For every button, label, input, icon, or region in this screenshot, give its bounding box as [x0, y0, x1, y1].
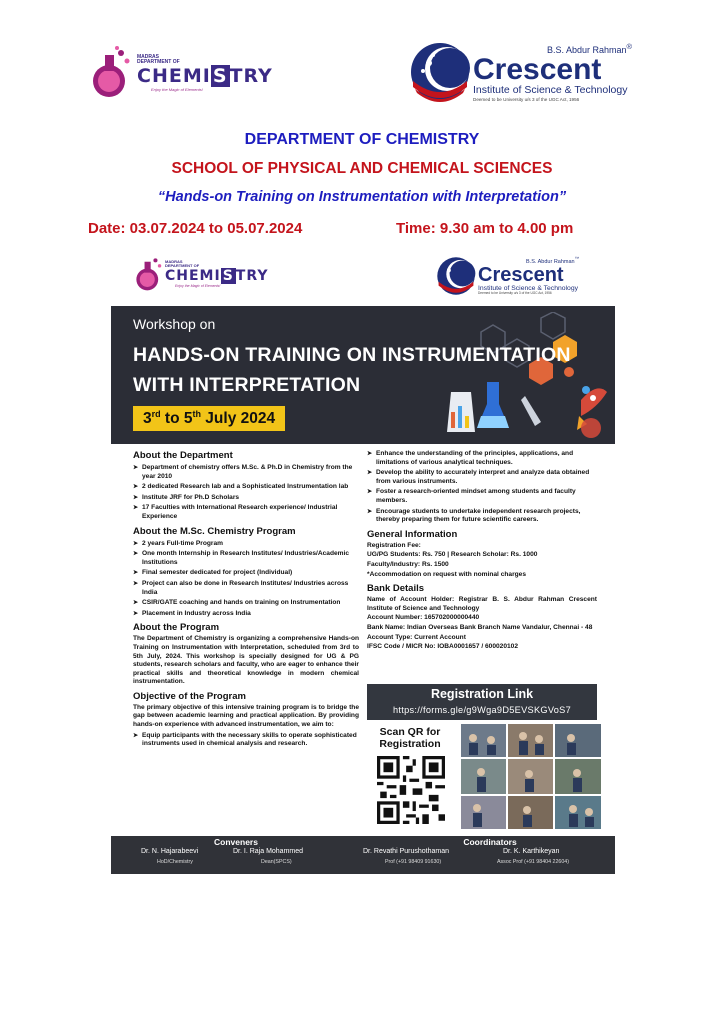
objective-text: The primary objective of this intensive training program is to bridge the gap between academic learning and practical application. By providing hands-on experience with advanced instrumentation, we aim to: — [133, 703, 359, 729]
list-item: ➤ One month Internship in Research Institutes/ Industries/Academic Institutions — [133, 550, 359, 567]
list-item: ➤ Equip participants with the necessary skills to operate sophisticated instruments used in chemical analysis and research. — [133, 732, 359, 749]
about-msc-heading: About the M.Sc. Chemistry Program — [133, 525, 296, 537]
convener-2-name: Dr. I. Raja Mohammed — [233, 848, 304, 855]
coordinator-2-name: Dr. K. Karthikeyan — [503, 848, 560, 855]
coordinator-1-role: Prof (+91 98409 91630) — [385, 859, 442, 865]
poster-crescent-name: Crescent — [478, 263, 564, 286]
workshop-dates: 3rd to 5th July 2024 — [133, 406, 285, 431]
reg-fee-label: Registration Fee: — [367, 541, 421, 549]
list-item: ➤ Develop the ability to accurately interpret and analyze data obtained from various instruments. — [367, 469, 597, 486]
event-time: Time: 9.30 am to 4.00 pm — [396, 220, 574, 237]
scan-qr-label: Scan QR for Registration — [379, 726, 441, 750]
registration-link-label: Registration Link — [430, 687, 534, 701]
about-program-text: The Department of Chemistry is organizing a comprehensive Hands-on Training on Instrumentation with Interpretation, scheduled from 3rd to 5th July, 2024. This workshop is specially designed for UG & PG students, research scholars and faculty, who are eager to enhance their practical skills and theoretical knowledge in modern chemical instrumentation. — [133, 635, 359, 686]
poster-chemistry-logo — [135, 254, 269, 294]
fee-students: UG/PG Students: Rs. 750 | Research Scholar: Rs. 1000 — [367, 551, 538, 559]
poster-flask-icon — [135, 254, 165, 294]
poster-chem-brand: CHEMI S TRY — [165, 268, 269, 284]
poster-crescent-emblem-icon — [436, 256, 476, 296]
list-item: ➤ 17 Faculties with International Research experience/ Industrial Experience — [133, 504, 359, 521]
workshop-title-line1: HANDS-ON TRAINING ON INSTRUMENTATION — [133, 344, 571, 366]
workshop-title — [133, 340, 571, 400]
convener-2-role: Dean(SPCS) — [261, 859, 292, 865]
list-item: ➤ Enhance the understanding of the principles, applications, and limitations of various analytical techniques. — [367, 450, 597, 467]
crescent-institute: Institute of Science & Technology — [473, 84, 628, 97]
crescent-deemed: Deemed to be University u/s 3 of the UGC Act, 1956 — [473, 96, 580, 102]
poster-crescent-institute: Institute of Science & Technology — [478, 284, 579, 292]
bank-ifsc: IFSC Code / MICR No: IOBA0001657 / 600020102 — [367, 643, 518, 651]
poster-crescent-logo — [436, 256, 579, 296]
about-department-heading: About the Department — [133, 450, 233, 461]
bank-details-heading: Bank Details — [367, 583, 425, 595]
poster-chem-top: MADRAS — [165, 259, 183, 264]
conveners-heading: Conveners — [214, 837, 258, 847]
poster-left-column — [133, 446, 359, 749]
crescent-logo — [409, 41, 632, 103]
about-msc-list — [133, 540, 359, 619]
workshop-on: Workshop on — [133, 316, 216, 332]
list-item: ➤ Final semester dedicated for project (Individual) — [133, 569, 359, 578]
poster-chem-dept: DEPARTMENT OF — [165, 263, 200, 268]
crescent-prefix: B.S. Abdur Rahman® — [547, 42, 633, 56]
qr-code-icon[interactable] — [377, 753, 445, 827]
coordinators-group — [365, 836, 615, 847]
bank-name: Bank Name: Indian Overseas Bank Branch Name Vandalur, Chennai - 48 — [367, 623, 593, 631]
chem-logo-dept: DEPARTMENT OF — [137, 58, 180, 65]
workshop-title-line2: WITH INTERPRETATION — [133, 374, 361, 396]
bank-type: Account Type: Current Account — [367, 633, 466, 641]
list-item: ➤ Department of chemistry offers M.Sc. & Ph.D in Chemistry from the year 2010 — [133, 464, 359, 481]
list-item: ➤ Project can also be done in Research Institutes/ Industries across India — [133, 580, 359, 597]
coordinators-heading: Coordinators — [463, 837, 517, 847]
poster-chem-tagline: Enjoy the Magic of Elements! — [175, 284, 221, 288]
training-title: “Hands-on Training on Instrumentation with Interpretation” — [157, 189, 567, 205]
about-department-list — [133, 464, 359, 522]
flask-icon — [91, 45, 135, 101]
list-item: ➤ Institute JRF for Ph.D Scholars — [133, 494, 359, 503]
workshop-poster — [111, 246, 615, 874]
objective-list — [133, 732, 359, 749]
chem-logo-top: MADRAS — [137, 53, 159, 60]
training-photos-collage — [461, 724, 601, 829]
coordinator-2-role: Assoc Prof (+91 98404 22604) — [497, 859, 569, 865]
general-info-heading: General Information — [367, 528, 458, 540]
poster-right-column — [367, 448, 597, 652]
list-item: ➤ Placement in Industry across India — [133, 610, 359, 619]
bank-holder: Name of Account Holder: Registrar B. S. Abdur Rahman Crescent Institute of Science and Technology — [367, 596, 597, 612]
registration-url[interactable]: https://forms.gle/g9Wga9D5EVSKGVoS7 — [392, 705, 571, 715]
chem-logo-brand: CHEMI S TRY — [137, 64, 273, 87]
crescent-name: Crescent — [473, 53, 602, 87]
poster-footer — [111, 836, 615, 874]
objective-cont-list — [367, 450, 597, 525]
school-heading: SCHOOL OF PHYSICAL AND CHEMICAL SCIENCES — [171, 160, 553, 177]
list-item: ➤ 2 dedicated Research lab and a Sophisticated Instrumentation lab — [133, 483, 359, 492]
department-heading: DEPARTMENT OF CHEMISTRY — [244, 131, 480, 148]
registration-link[interactable] — [367, 684, 597, 720]
convener-1-role: HoD/Chemistry — [157, 859, 193, 865]
convener-1-name: Dr. N. Hajarabeevi — [141, 848, 199, 855]
poster-crescent-deemed: Deemed to be University u/s 3 of the UGC Act, 1956 — [478, 291, 552, 296]
about-program-heading: About the Program — [133, 622, 220, 634]
coordinator-1-name: Dr. Revathi Purushothaman — [363, 848, 449, 855]
accommodation-note: *Accommodation on request with nominal charges — [367, 570, 527, 578]
list-item: ➤ Foster a research-oriented mindset among students and faculty members. — [367, 488, 597, 505]
list-item: ➤ CSIR/GATE coaching and hands on training on Instrumentation — [133, 599, 359, 608]
list-item: ➤ Encourage students to undertake independent research projects, thereby preparing them for future scientific careers. — [367, 508, 597, 525]
poster-crescent-prefix: B.S. Abdur Rahman™ — [526, 256, 580, 265]
objective-heading: Objective of the Program — [133, 690, 246, 702]
event-date: Date: 03.07.2024 to 05.07.2024 — [88, 220, 303, 237]
bank-account: Account Number: 165702000000440 — [367, 614, 480, 622]
conveners-group — [111, 836, 361, 847]
chemistry-logo — [91, 45, 273, 101]
chem-logo-tagline: Enjoy the Magic of Elements! — [151, 86, 203, 92]
fee-faculty: Faculty/Industry: Rs. 1500 — [367, 560, 449, 568]
list-item: ➤ 2 years Full-time Program — [133, 540, 359, 549]
crescent-emblem-icon — [409, 41, 471, 103]
